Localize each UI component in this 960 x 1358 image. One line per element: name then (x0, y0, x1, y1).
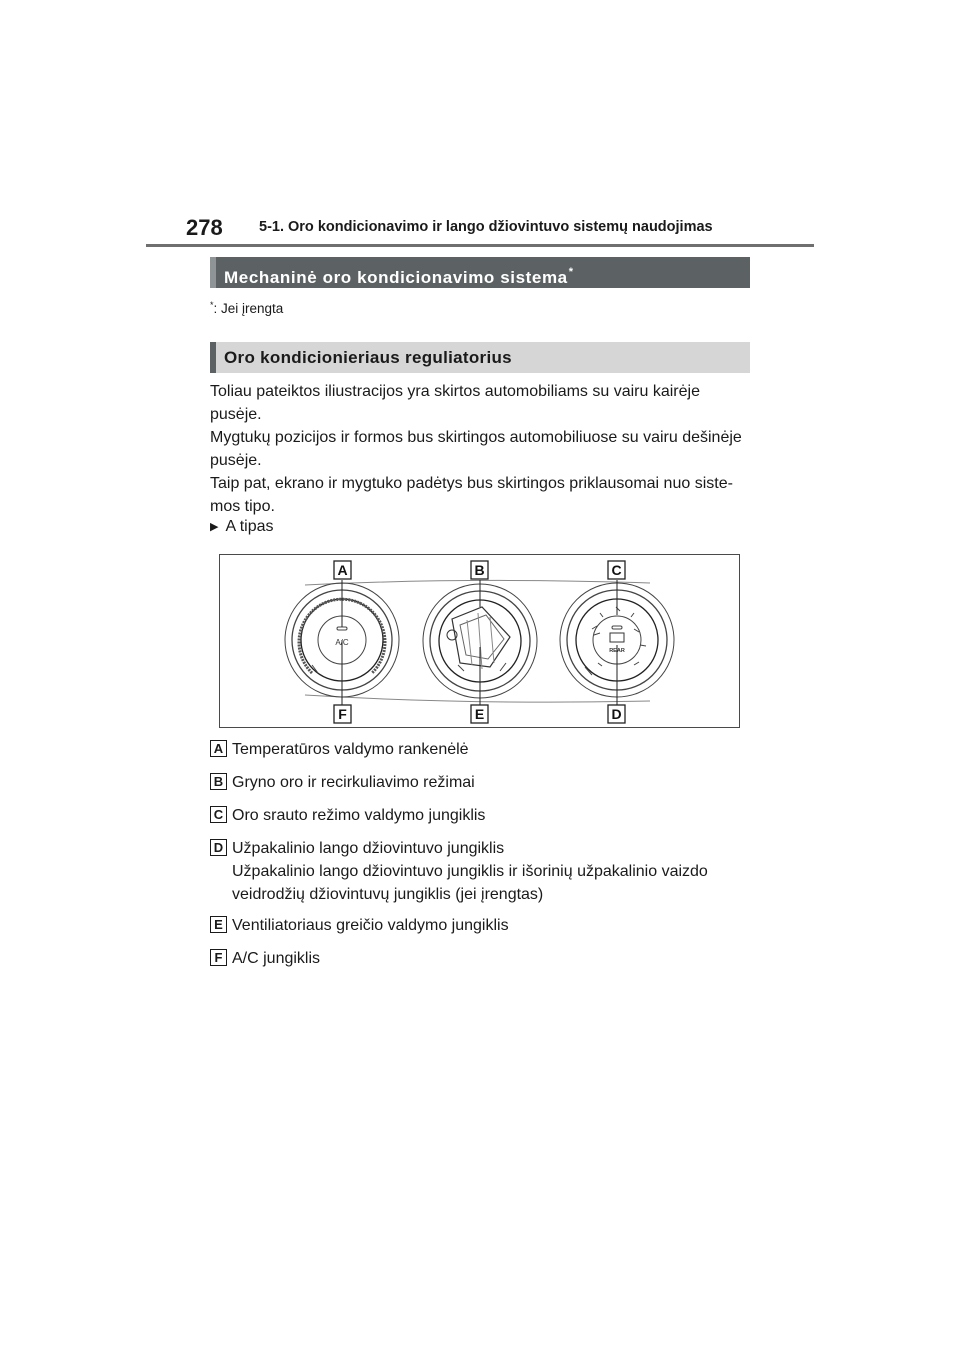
callout-c: C (611, 562, 622, 578)
legend-text: Ventiliatoriaus greičio valdymo jungiklis (232, 917, 509, 934)
callout-e: E (474, 706, 485, 722)
subsection-title: Oro kondicionieriaus reguliatorius (224, 348, 512, 367)
intro-paragraph (210, 380, 755, 518)
section-title: Mechaninė oro kondicionavimo sistema (224, 268, 568, 287)
section-banner (210, 257, 750, 288)
intro-line: Mygtukų pozicijos ir formos bus skirtingos automobiliuose su vairu dešinėje (210, 429, 742, 446)
intro-line: pusėje. (210, 406, 262, 423)
intro-line: Taip pat, ekrano ir mygtuko padėtys bus skirtingos priklausomai nuo siste- (210, 475, 733, 492)
rear-defogger-label: REAR (609, 648, 625, 654)
section-title-mark: * (568, 266, 574, 278)
footnote (210, 300, 283, 316)
legend-text: Gryno oro ir recirkuliavimo režimai (232, 774, 475, 791)
callout-d: D (611, 706, 622, 722)
ac-button-label: A/C (335, 638, 349, 647)
control-panel-figure (219, 554, 740, 728)
running-section-title: 5-1. Oro kondicionavimo ir lango džiovintuvo sistemų naudojimas (259, 219, 713, 235)
legend-text: A/C jungiklis (232, 950, 321, 967)
callout-f: F (338, 706, 347, 722)
legend-note-line: veidrodžių džiovintuvų jungiklis (jei įrengtas) (232, 886, 544, 903)
header-divider (146, 244, 814, 247)
footnote-text: : Jei įrengta (213, 301, 284, 316)
legend-key: D (210, 839, 227, 856)
footnote-mark: * (210, 300, 214, 310)
legend-text: Užpakalinio lango džiovintuvo jungiklis (232, 840, 505, 857)
legend-key: F (210, 949, 227, 966)
control-panel-illustration (220, 555, 741, 729)
page-number: 278 (186, 215, 223, 240)
callout-b: B (474, 562, 485, 578)
intro-line: Toliau pateiktos iliustracijos yra skirtos automobiliams su vairu kairėje (210, 383, 700, 400)
legend-text: Oro srauto režimo valdymo jungiklis (232, 807, 486, 824)
legend-text: Temperatūros valdymo rankenėlė (232, 741, 469, 758)
legend-key: A (210, 740, 227, 757)
legend-key: E (210, 916, 227, 933)
subsection-banner (210, 342, 750, 373)
variant-heading (210, 518, 274, 536)
legend-note-line: Užpakalinio lango džiovintuvo jungiklis ir išorinių užpakalinio vaizdo (232, 863, 708, 880)
legend-note (232, 860, 752, 906)
legend-key: C (210, 806, 227, 823)
intro-line: pusėje. (210, 452, 262, 469)
legend-key: B (210, 773, 227, 790)
intro-line: mos tipo. (210, 498, 275, 515)
variant-label: A tipas (225, 518, 274, 535)
callout-a: A (337, 562, 348, 578)
triangle-bullet-icon: ▶ (210, 521, 219, 533)
